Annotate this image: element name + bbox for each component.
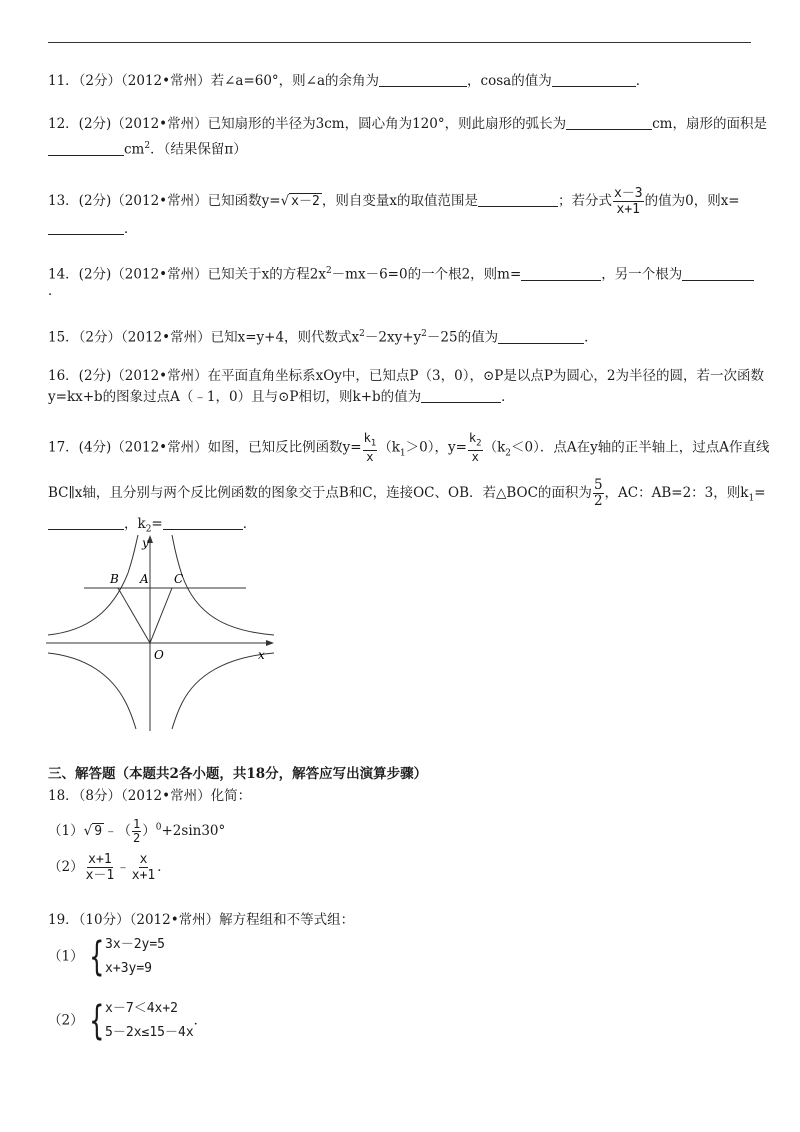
question-15 (48, 325, 598, 347)
q15-end: ． (584, 329, 598, 346)
q13-frac-den: x+1 (616, 202, 641, 217)
q14-prefix: 14．(2分)（2012•常州）已知关于x的方程2x (48, 266, 326, 283)
label-x: x (258, 648, 265, 662)
question-17-line-2 (48, 478, 766, 509)
question-14-line-1 (48, 262, 754, 284)
hyperbola-figure (46, 533, 276, 731)
q17-cond1-a: （k (378, 439, 400, 456)
question-18-title: 18．（8分）（2012•常州）化简： (48, 788, 252, 804)
question-18-part-2 (48, 852, 171, 883)
q17-l3-mid: ，k (124, 516, 146, 532)
q18-sqrt: √ 9 (83, 823, 103, 839)
q11-blank-1[interactable] (379, 72, 467, 87)
q17-frac2-num (468, 432, 483, 451)
q16-blank[interactable] (421, 388, 501, 403)
segment-oc (150, 588, 172, 643)
curve-k1-upper-right (172, 535, 274, 635)
q13-mid2: ；若分式 (557, 193, 612, 209)
q18-p1-mid: ﹣（ (104, 823, 132, 839)
question-11 (48, 72, 649, 90)
q17-l2-prefix: BC∥x轴，且分别与两个反比例函数的图象交于点B和C，连接OC、OB．若△BOC的面积为 (48, 485, 592, 501)
label-o: O (154, 648, 164, 662)
q13-tail: 的值为0，则x= (644, 193, 740, 209)
q17-prefix: 17．(4分)（2012•常州）如图，已知反比例函数y= (48, 439, 362, 456)
q12-tail: ．（结果保留π） (150, 141, 247, 158)
q13-frac-num: x－3 (613, 186, 643, 201)
q12-unit-sup: 2 (144, 141, 151, 151)
q15-mid: －2xy+y (364, 329, 422, 346)
q17-cond2-a: （k (483, 439, 506, 456)
q11-suffix: ． (635, 73, 650, 89)
q13-prefix: 13．(2分)（2012•常州）已知函数y= (48, 193, 281, 209)
q14-mid2: ，另一个根为 (601, 266, 683, 283)
q18-p1-sup: 0 (155, 822, 162, 833)
label-a: A (140, 572, 149, 586)
question-12-line-2 (48, 137, 247, 159)
q15-tail: －25的值为 (426, 329, 499, 346)
question-17-line-1 (48, 432, 769, 464)
q18-p2-fraction-1 (85, 852, 116, 883)
q19-p2-row-2: 5－2x≤15－4x (105, 1025, 194, 1040)
q16-end: ． (501, 389, 515, 405)
q17-blank-2[interactable] (163, 515, 243, 530)
q18-p2-f1-num: x+1 (88, 852, 112, 867)
q17-area-num: 5 (593, 477, 603, 493)
question-18-part-1 (48, 818, 225, 845)
q19-p1-rows (105, 936, 165, 978)
q19-p1-system (84, 936, 165, 978)
q19-p2-rows (105, 1000, 194, 1042)
q14-blank-2[interactable] (682, 266, 754, 281)
q17-frac1-num-sub: 1 (370, 438, 377, 449)
q12-unit: cm (124, 141, 145, 158)
q19-p2-label: （2） (48, 1012, 84, 1029)
header-rule (48, 42, 751, 43)
label-b: B (110, 572, 119, 586)
q18-p1-frac-num: 1 (133, 817, 141, 831)
q14-sup: 2 (325, 266, 332, 276)
q12-mid: cm，扇形的面积是 (652, 116, 767, 132)
q13-radicand: x－2 (291, 194, 320, 209)
q18-p1-label: （1） (48, 823, 84, 839)
q12-prefix: 12．(2分)（2012•常州）已知扇形的半径为3cm，圆心角为120°，则此扇形的弧长为 (48, 116, 567, 132)
q17-fraction-1 (363, 432, 378, 464)
q17-area-den: 2 (593, 493, 603, 509)
question-16-line-2 (48, 388, 515, 406)
q18-p2-f1-den: x－1 (85, 868, 115, 883)
question-13-line-1 (48, 186, 740, 217)
q18-p2-end: ． (157, 859, 171, 875)
q11-blank-2[interactable] (552, 72, 636, 87)
q17-l3-eq: = (151, 516, 163, 532)
curve-lower-left (48, 653, 136, 729)
q19-p2-end: ． (193, 1012, 208, 1029)
x-axis-arrow (266, 640, 274, 646)
q15-blank[interactable] (498, 329, 584, 344)
q12-blank-1[interactable] (566, 115, 652, 130)
q18-p2-minus: ﹣ (116, 859, 130, 875)
q13-blank-2[interactable] (48, 220, 124, 235)
q17-frac2-den: x (471, 450, 479, 465)
q14-mid: －mx－6=0的一个根2，则m= (331, 266, 522, 283)
q16-line-2-prefix: y=kx+b的图象过点A（﹣1，0）且与⊙P相切，则k+b的值为 (48, 389, 422, 405)
q19-p2-row-1: x－7＜4x+2 (105, 1001, 179, 1016)
q17-l2-sub: 1 (748, 493, 755, 504)
q13-fraction (613, 186, 644, 217)
q17-frac1-num-k: k (363, 431, 371, 445)
q19-p2-brace: { (88, 998, 104, 1044)
segment-ob (118, 588, 150, 643)
question-14-line-2 (48, 282, 62, 300)
curve-k2-upper-left (48, 535, 138, 635)
q17-frac1-den: x (366, 450, 374, 465)
q18-p2-label: （2） (48, 859, 84, 875)
q12-blank-2[interactable] (48, 141, 124, 156)
q19-p1-row-2: x+3y=9 (105, 961, 153, 976)
q17-frac1-num (363, 432, 378, 451)
q18-p2-fraction-2 (131, 852, 156, 883)
q19-p2-system (84, 1000, 194, 1042)
q18-radicand: 9 (94, 824, 103, 839)
label-y: y (142, 536, 149, 550)
q18-p1-frac-den: 2 (133, 831, 141, 845)
q11-prefix: 11．（2分）（2012•常州）若∠a=60°，则∠a的余角为 (48, 73, 380, 89)
q17-area-fraction (593, 478, 604, 509)
q17-fraction-2 (468, 432, 483, 464)
q17-l2-end: = (754, 485, 766, 501)
label-c: C (174, 572, 184, 586)
q18-p2-f2-num: x (139, 852, 148, 867)
q17-l3-end: ． (242, 516, 257, 532)
q18-p2-f2-den: x+1 (131, 868, 156, 883)
question-12-line-1 (48, 115, 767, 133)
q17-cond2-b: ＜0）．点A在y轴的正半轴上，过点A作直线 (511, 439, 770, 456)
q18-p1-fraction (132, 818, 141, 845)
q11-middle: ，cosa的值为 (467, 73, 552, 89)
q17-cond1-b: ＞0），y= (405, 439, 467, 456)
q19-p1-row-1: 3x－2y=5 (105, 937, 166, 952)
q17-blank-1[interactable] (48, 515, 124, 530)
q19-p1-label: （1） (48, 948, 84, 965)
question-16-line-1 (48, 367, 764, 385)
q15-prefix: 15．（2分）（2012•常州）已知x=y+4，则代数式x (48, 329, 360, 346)
question-13-line-2 (48, 220, 138, 238)
q16-line-1: 16．(2分)（2012•常州）在平面直角坐标系xOy中，已知点P（3，0），⊙P是以点P为圆心，2为半径的圆，若一次函数 (48, 368, 765, 384)
question-19-part-2 (48, 1000, 207, 1042)
section-3-heading: 三、解答题（本题共2各小题，共18分，解答应写出演算步骤） (48, 766, 428, 782)
question-19-part-1 (48, 936, 165, 978)
q17-cond1-sub: 1 (399, 448, 406, 459)
q17-frac2-num-k: k (468, 431, 477, 445)
question-19-title: 19．（10分）（2012•常州）解方程组和不等式组： (48, 912, 355, 928)
q18-p1-tail: +2sin30° (161, 823, 226, 839)
q15-sup-2: 2 (421, 329, 427, 339)
q17-cond2-sub: 2 (505, 448, 511, 459)
q17-l3-sub: 2 (145, 524, 152, 535)
q13-mid: ，则自变量x的取值范围是 (321, 193, 478, 209)
q14-blank-1[interactable] (521, 266, 601, 281)
q13-blank-1[interactable] (478, 192, 558, 207)
curve-lower-right (172, 653, 274, 729)
q18-p1-close: ） (142, 823, 156, 839)
q17-l2-tail: ，AC：AB=2：3，则k (604, 485, 749, 501)
q13-sqrt: √ x－2 (280, 193, 320, 209)
q17-frac2-num-sub: 2 (476, 438, 482, 449)
q13-end: ． (124, 221, 138, 237)
q19-p1-brace: { (88, 934, 104, 980)
q15-sup-1: 2 (359, 329, 365, 339)
q14-end: ． (48, 283, 62, 299)
